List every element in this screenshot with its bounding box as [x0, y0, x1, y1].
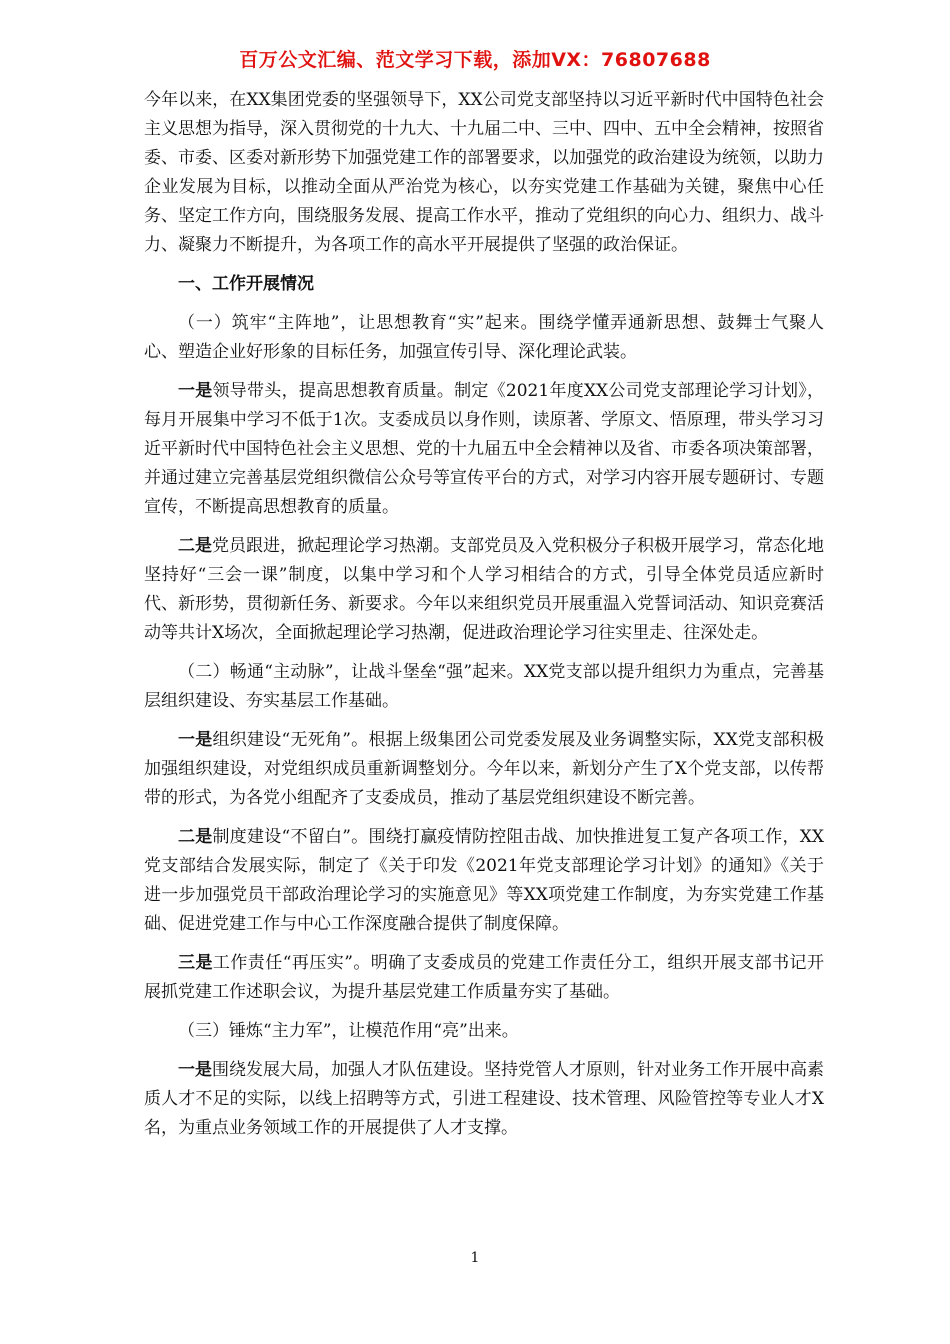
- page-number: 1: [470, 1250, 480, 1266]
- paragraph-lead: 一是: [178, 381, 213, 401]
- paragraph-text: 领导带头，提高思想教育质量。制定《2021年度XX公司党支部理论学习计划》，每月开展集中学习不低于1次。支委成员以身作则，读原著、学原文、悟原理，带头学习习近平新时代中国特色社会主义思想、党的十九届五中全会精神以及省、市委各项决策部署，并通过建立完善基层党组织微信公众号等宣传平台的方式，对学习内容开展专题研讨、专题宣传，不断提高思想教育的质量。: [144, 381, 825, 517]
- paragraph-lead: 三是: [178, 953, 213, 973]
- paragraph-text: 制度建设“不留白”。围绕打赢疫情防控阻击战、加快推进复工复产各项工作，XX党支部结合发展实际，制定了《关于印发《2021年党支部理论学习计划》的通知》《关于进一步加强党员干部政治理论学习的实施意见》等XX项党建工作制度，为夯实党建工作基础、促进党建工作与中心工作深度融合提供了制度保障。: [144, 827, 824, 934]
- paragraph-6: [144, 1056, 824, 1143]
- paragraph-lead: 一是: [178, 730, 213, 750]
- paragraph-5: [144, 949, 824, 1007]
- paragraph-text: 围绕发展大局，加强人才队伍建设。坚持党管人才原则，针对业务工作开展中高素质人才不足的实际，以线上招聘等方式，引进工程建设、技术管理、风险管控等专业人才X名，为重点业务领域工作的开展提供了人才支撑。: [144, 1060, 824, 1138]
- subsection-1: （一）筑牢“主阵地”，让思想教育“实”起来。围绕学懂弄通新思想、鼓舞士气聚人心、塑造企业好形象的目标任务，加强宣传引导、深化理论武装。: [144, 313, 824, 362]
- paragraph-text: 工作责任“再压实”。明确了支委成员的党建工作责任分工，组织开展支部书记开展抓党建工作述职会议，为提升基层党建工作质量夯实了基础。: [144, 953, 824, 1002]
- paragraph-lead: 二是: [178, 827, 213, 847]
- subsection-3: （三）锤炼“主力军”，让模范作用“亮”出来。: [178, 1021, 519, 1041]
- paragraph-3: [144, 726, 824, 813]
- document-body: [144, 86, 824, 1153]
- paragraph-text: 组织建设“无死角”。根据上级集团公司党委发展及业务调整实际，XX党支部积极加强组织建设，对党组织成员重新调整划分。今年以来，新划分产生了X个党支部，以传帮带的形式，为各党小组配齐了支委成员，推动了基层党组织建设不断完善。: [144, 730, 824, 808]
- watermark-header: 百万公文汇编、范文学习下载，添加VX：76807688: [239, 49, 711, 71]
- paragraph-4: [144, 823, 824, 939]
- intro-paragraph: 今年以来，在XX集团党委的坚强领导下，XX公司党支部坚持以习近平新时代中国特色社会主义思想为指导，深入贯彻党的十九大、十九届二中、三中、四中、五中全会精神，按照省委、市委、区委对新形势下加强党建工作的部署要求，以加强党的政治建设为统领，以助力企业发展为目标，以推动全面从严治党为核心，以夯实党建工作基础为关键，聚焦中心任务、坚定工作方向，围绕服务发展、提高工作水平，推动了党组织的向心力、组织力、战斗力、凝聚力不断提升，为各项工作的高水平开展提供了坚强的政治保证。: [144, 90, 824, 255]
- paragraph-text: 党员跟进，掀起理论学习热潮。支部党员及入党积极分子积极开展学习，常态化地坚持好“三会一课”制度，以集中学习和个人学习相结合的方式，引导全体党员适应新时代、新形势，贯彻新任务、新要求。今年以来组织党员开展重温入党誓词活动、知识竞赛活动等共计X场次，全面掀起理论学习热潮，促进政治理论学习往实里走、往深处走。: [144, 536, 824, 643]
- paragraph-1: [144, 377, 824, 522]
- section-heading: 一、工作开展情况: [178, 274, 314, 294]
- paragraph-lead: 二是: [178, 536, 212, 556]
- paragraph-2: [144, 532, 824, 648]
- paragraph-lead: 一是: [178, 1060, 212, 1080]
- subsection-2: （二）畅通“主动脉”，让战斗堡垒“强”起来。XX党支部以提升组织力为重点，完善基层组织建设、夯实基层工作基础。: [144, 662, 824, 711]
